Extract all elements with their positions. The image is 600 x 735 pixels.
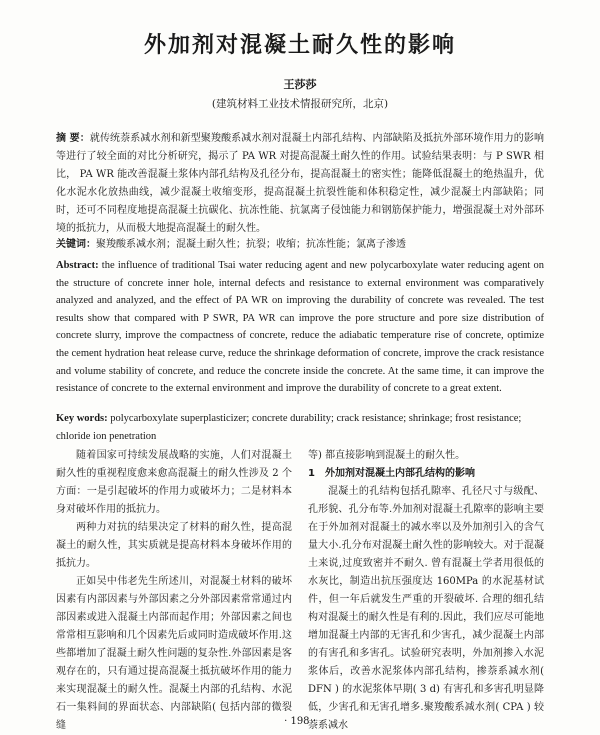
abstract-chinese-text: 就传统萘系减水剂和新型聚羧酸系减水剂对混凝土内部孔结构、内部缺陷及抵抗外部环境作用力的影响等进行了较全面的对比分析研究，揭示了 PA WR 对提高混凝土耐久性的作用。试验结果表明：与 P SWR 相比， PA WR 能改善混凝土浆体内部孔结构及孔径分布，提高混凝土的密实性；能降低混凝土的绝热温升，优化水泥水化放热曲线，减少混凝土收缩变形，提高混凝土抗裂性能和体积稳定性，减少混凝土内部缺陷；同时，还可不同程度地提高混凝土抗碳化、抗冻性能、抗氯离子侵蚀能力和钢筋保护能力，增强混凝土对外部环境的抵抗力，从而极大地提高混凝土的耐久性。 [56,133,544,234]
keywords-english [56,410,544,445]
body-paragraph: 两种力对抗的结果决定了材料的耐久性，提高混凝土的耐久性，其实质就是提高材料本身破坏作用的抵抗力。 [56,522,292,569]
abstract-chinese [56,130,544,238]
section-heading: 1 外加剂对混凝土内部孔结构的影响 [308,468,475,479]
abstract-chinese-label: 摘 要： [56,133,90,144]
keywords-english-text: polycarboxylate superplasticizer; concrete durability; crack resistance; shrinkage; frost resistance; chloride ion penetration [56,413,522,442]
author-affiliation: (建筑材料工业技术情报研究所，北京) [211,98,389,110]
abstract-english-text: the influence of traditional Tsai water reducing agent and new polycarboxylate water reducing agent on the structure of concrete inner hole, internal defects and resistance to external environment was comparatively analyzed and analyzed, and the effect of PA WR on improving the durability of concrete was revealed. The test results show that compared with P SWR, PA WR can improve the pore structure and pore size distribution of concrete slurry, improve the compactness of concrete, reduce the adiabatic temperature rise of concrete, optimize the cement hydration heat release curve, reduce the shrinkage deformation of concrete, improve the crack resistance and volume stability of concrete, and reduce the concrete inside the concrete. At the same time, it can improve the resistance of concrete to the external environment and improve the durability of concrete to a great extent. [56,260,545,395]
keywords-chinese-label: 关键词： [56,239,96,250]
body-paragraph-continuation: 等) 都直接影响到混凝土的耐久性。 [308,450,466,461]
body-paragraph: 随着国家可持续发展战略的实施，人们对混凝土耐久性的重视程度愈来愈高混凝土的耐久性涉及 2 个方面：一是引起破坏的作用力或破坏力；二是材料本身对破坏作用的抵抗力。 [56,450,292,515]
keywords-chinese-text: 聚羧酸系减水剂；混凝土耐久性；抗裂；收缩；抗冻性能；氯离子渗透 [96,239,406,250]
page-number: · 198 · [284,716,316,727]
abstract-english-label: Abstract: [56,260,99,271]
body-column-left [56,447,292,735]
body-paragraph: 正如吴中伟老先生所述川，对混凝土材料的破坏因素有内部因素与外部因素之分外部因素常常通过内部因素或进入混凝土内部而起作用；外部因素之间也常常相互影响和几个因素先后或同时造成破坏作用.这些都增加了混凝土耐久性问题的复杂性.外部因素是客观存在的，只有通过提高混凝土抵抗破坏作用的能力来实现混凝土的耐久性。混凝土内部的孔结构、水泥石一集料间的界面状态、内部缺陷( 包括内部的微裂缝 [56,576,292,731]
abstract-english [56,257,544,398]
body-paragraph: 混凝土的孔结构包括孔隙率、孔径尺寸与级配、孔形貌、孔分布等.外加剂对混凝土孔隙率的影响主要在于外加剂对混凝土的减水率以及外加剂引入的含气量大小.孔分布对混凝土耐久性的影响较大。对于混凝土来说,过度致密并不耐久. 曾有混凝土学者用很低的水灰比，制造出抗压强度达 160MPa 的水泥基材试件，但一年后就发生严重的开裂破坏. 合理的细孔结构对混凝土的耐久性是有利的.因此，我们应尽可能地增加混凝土内部的无害孔和少害孔，减少混凝土内部的有害孔和多害孔。试验研究表明，外加剂掺入水泥浆体后，改善水泥浆体内部孔结构，掺萘系减水剂( DFN ) 的水泥浆体早期( 3 d) 有害孔和多害孔明显降低，少害孔和无害孔增多.聚羧酸系减水剂( CPA ) 较萘系减水 [308,486,544,731]
keywords-chinese [56,237,544,253]
author-name: 王莎莎 [283,78,317,91]
keywords-english-label: Key words: [56,413,108,424]
body-column-right [308,447,544,735]
paper-title: 外加剂对混凝土耐久性的影响 [143,33,456,58]
